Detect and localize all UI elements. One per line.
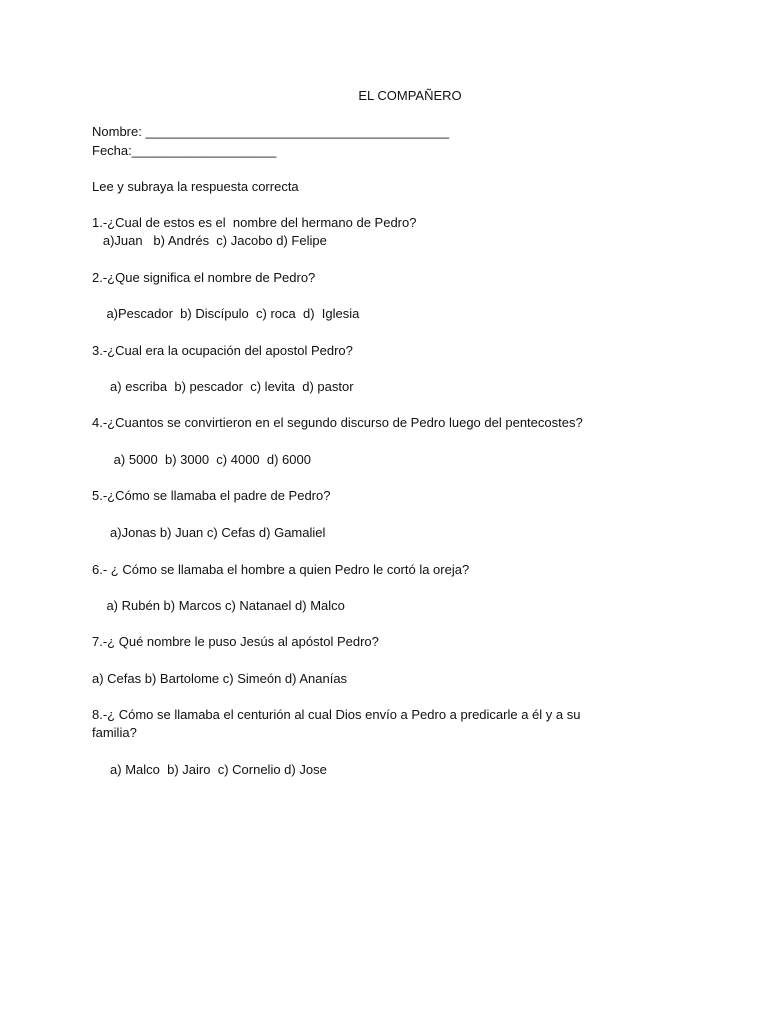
question-8: 8.-¿ Cómo se llamaba el centurión al cual Dios envío a Pedro a predicarle a él y a su <box>92 707 581 722</box>
answers-6: a) Rubén b) Marcos c) Natanael d) Malco <box>92 598 345 613</box>
question-6: 6.- ¿ Cómo se llamaba el hombre a quien Pedro le cortó la oreja? <box>92 562 470 577</box>
answers-2: a)Pescador b) Discípulo c) roca d) Iglesia <box>92 306 360 321</box>
page-title: EL COMPAÑERO <box>358 88 462 103</box>
answers-5: a)Jonas b) Juan c) Cefas d) Gamaliel <box>92 525 326 540</box>
question-7: 7.-¿ Qué nombre le puso Jesús al apóstol Pedro? <box>92 634 379 649</box>
answers-7: a) Cefas b) Bartolome c) Simeón d) Ananías <box>92 671 348 686</box>
nombre-field: Nombre: __________________________________________ <box>92 124 450 139</box>
question-1: 1.-¿Cual de estos es el nombre del hermano de Pedro? <box>92 215 417 230</box>
question-5: 5.-¿Cómo se llamaba el padre de Pedro? <box>92 488 331 503</box>
fecha-field: Fecha:____________________ <box>92 143 277 158</box>
question-2: 2.-¿Que significa el nombre de Pedro? <box>92 270 316 285</box>
question-3: 3.-¿Cual era la ocupación del apostol Pedro? <box>92 343 353 358</box>
question-8-continued: familia? <box>92 725 137 740</box>
answers-8: a) Malco b) Jairo c) Cornelio d) Jose <box>92 762 327 777</box>
answers-3: a) escriba b) pescador c) levita d) pastor <box>92 379 354 394</box>
question-4: 4.-¿Cuantos se convirtieron en el segundo discurso de Pedro luego del pentecostes? <box>92 415 583 430</box>
instruction: Lee y subraya la respuesta correcta <box>92 179 299 194</box>
answers-1: a)Juan b) Andrés c) Jacobo d) Felipe <box>92 233 327 248</box>
answers-4: a) 5000 b) 3000 c) 4000 d) 6000 <box>92 452 311 467</box>
